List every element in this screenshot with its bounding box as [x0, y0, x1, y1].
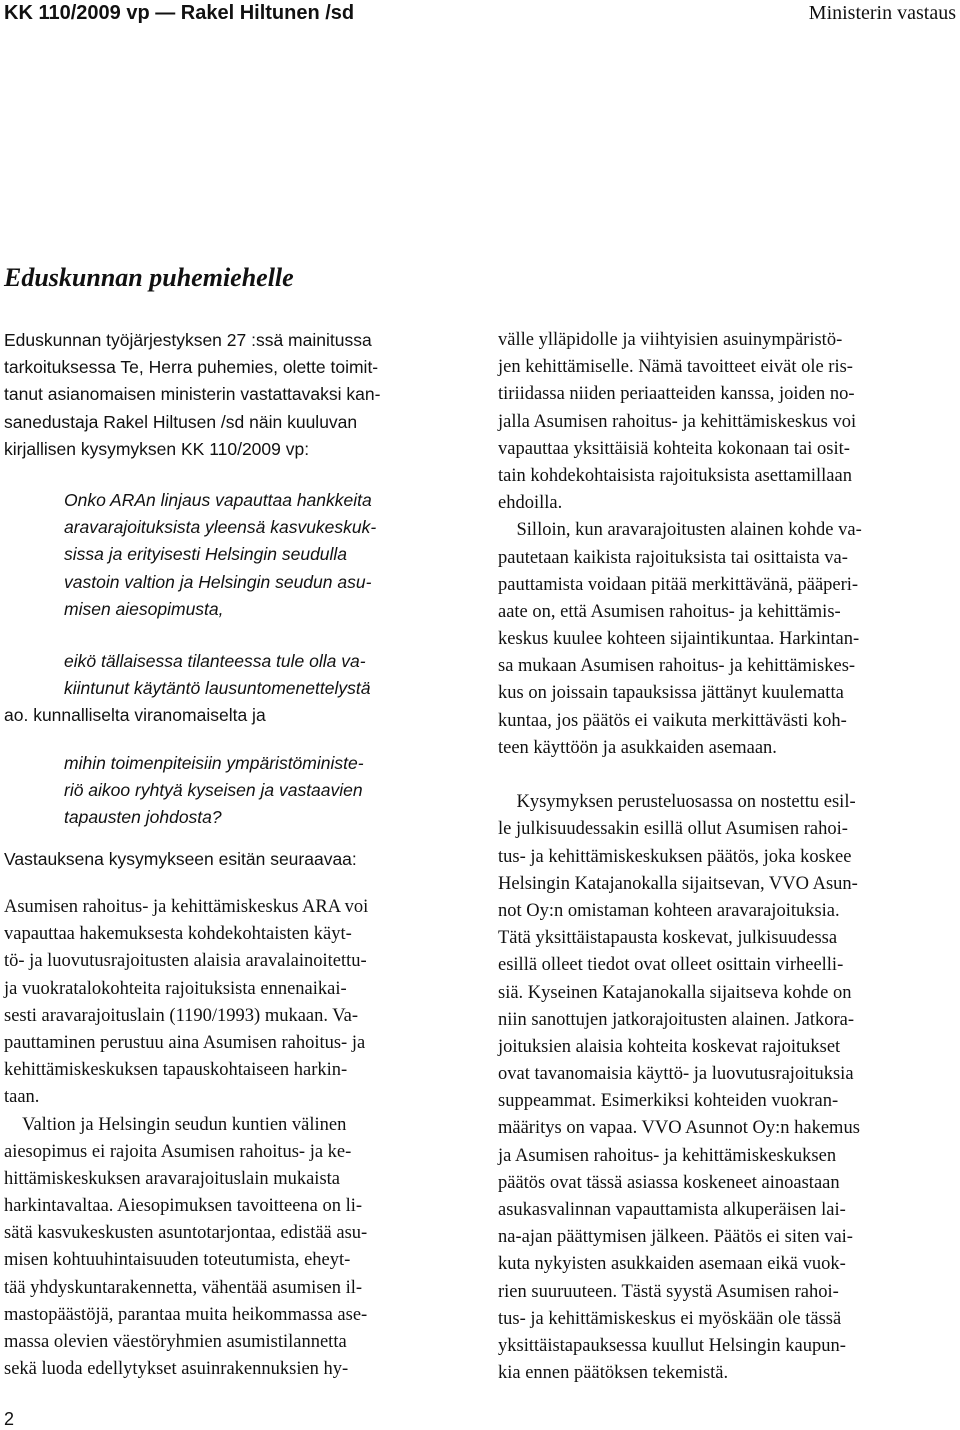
- body-line: aate on, että Asumisen rahoitus- ja kehittämis-: [498, 601, 841, 622]
- body-line: sesti aravarajoituslain (1190/1993) mukaan. Va-: [4, 1005, 358, 1026]
- text-line: tanut asianomaisen ministerin vastattavaksi kan-: [4, 384, 381, 405]
- body-line: jalla Asumisen rahoitus- ja kehittämiskeskus voi: [498, 411, 857, 432]
- right-column-body: [498, 327, 956, 1387]
- page-number: 2: [4, 1409, 15, 1429]
- paragraph-gap: [498, 762, 956, 789]
- text-line: sanedustaja Rakel Hiltusen /sd näin kuuluvan: [4, 411, 358, 432]
- body-line: Asumisen rahoitus- ja kehittämiskeskus ARA voi: [4, 897, 369, 917]
- body-line: sa mukaan Asumisen rahoitus- ja kehittämiskes-: [498, 656, 856, 677]
- body-line: aiesopimus ei rajoita Asumisen rahoitus- ja ke-: [4, 1141, 352, 1162]
- question-line: kiintunut käytäntö lausuntomenettelystä: [64, 678, 371, 699]
- question-line: mihin toimenpiteisiin ympäristöministe-: [64, 753, 364, 773]
- body-line: mastopäästöjä, parantaa muita heikommassa ase-: [4, 1304, 368, 1325]
- body-line: teen käyttöön ja asukkaiden asemaan.: [498, 737, 777, 758]
- body-line: taan.: [4, 1087, 40, 1108]
- body-line: kia ennen päätöksen tekemistä.: [498, 1363, 729, 1384]
- body-line: ja Asumisen rahoitus- ja kehittämiskeskuksen: [498, 1145, 837, 1166]
- body-line: Valtion ja Helsingin seudun kuntien välinen: [4, 1114, 347, 1135]
- body-line: välle ylläpidolle ja viihtyisien asuinympäristö-: [498, 330, 843, 350]
- question-line: misen aiesopimusta,: [64, 598, 224, 619]
- question-line: eikö tällaisessa tilanteessa tule olla va-: [64, 651, 366, 671]
- body-line: määritys on vapaa. VVO Asunnot Oy:n hakemus: [498, 1118, 860, 1139]
- body-line: pautetaan kaikista rajoituksista tai osittaista va-: [498, 547, 848, 568]
- question-block-1: [4, 487, 462, 623]
- question-block-2: [4, 648, 462, 730]
- body-line: tus- ja kehittämiskeskus ei myöskään ole tässä: [498, 1308, 842, 1329]
- body-line: esillä olleet tiedot ovat olleet osittain virheelli-: [498, 955, 844, 976]
- body-line: suppeammat. Esimerkiksi kohteiden vuokran-: [498, 1091, 839, 1112]
- body-line: yksittäistapauksessa kuullut Helsingin kaupun-: [498, 1335, 846, 1356]
- body-line: Kysymyksen perusteluosassa on nostettu esil-: [498, 792, 856, 813]
- body-line: not Oy:n omistaman kohteen aravarajoituksia.: [498, 900, 840, 921]
- question-line: Onko ARAn linjaus vapauttaa hankkeita: [64, 490, 372, 510]
- text-line: kirjallisen kysymyksen KK 110/2009 vp:: [4, 438, 310, 459]
- body-line: rien suuruuteen. Tästä syystä Asumisen rahoi-: [498, 1281, 839, 1302]
- body-line: ovat tavanomaisia käyttö- ja luovutusrajoituksia: [498, 1064, 854, 1085]
- text-line: Eduskunnan työjärjestyksen 27 :ssä mainitussa: [4, 330, 372, 350]
- body-line: harkintavaltaa. Aiesopimuksen tavoitteena on li-: [4, 1196, 363, 1217]
- body-line: pauttamista voidaan pitää merkittävänä, pääperi-: [498, 574, 859, 595]
- body-line: Tätä yksittäistapausta koskevat, julkisuudessa: [498, 928, 838, 949]
- body-line: kuta nykyisten asukkaiden asemaan eikä vuok-: [498, 1254, 846, 1275]
- body-line: kus on joissain tapauksissa jättänyt kuulematta: [498, 683, 844, 704]
- body-line: tö- ja luovutusrajoitusten alaisia aravalainoitettu-: [4, 951, 367, 972]
- answer-intro: [4, 846, 462, 873]
- body-line: massa olevien väestöryhmien asumistilannetta: [4, 1332, 347, 1352]
- question-line: aravarajoituksista yleensä kasvukeskuk-: [64, 517, 377, 538]
- body-line: kuntaa, jos päätös ei vaikuta merkittävästi koh-: [498, 710, 847, 731]
- body-line: ja vuokratalokohteita rajoituksista ennenaikai-: [4, 978, 347, 999]
- body-line: na-ajan päättymisen jälkeen. Päätös ei siten vai-: [498, 1227, 853, 1248]
- text-line: ao. kunnalliselta viranomaiselta ja: [4, 705, 266, 726]
- question-line: tapausten johdosta?: [64, 807, 222, 828]
- body-line: misen kohtuuhintaisuuden toteutumista, eheyt-: [4, 1250, 351, 1271]
- question-line: sissa ja erityisesti Helsingin seudulla: [64, 544, 348, 565]
- body-line: hittämiskeskuksen aravarajoituslain mukaista: [4, 1168, 340, 1189]
- body-line: tää yhdyskuntarakennetta, vähentää asumisen il-: [4, 1277, 363, 1298]
- body-line: joituksien alaisia kohteita koskevat rajoitukset: [498, 1036, 841, 1057]
- running-header-right: Ministerin vastaus: [808, 2, 956, 24]
- body-line: asukasvalinnan vapauttamista alkuperäisen lai-: [498, 1200, 846, 1220]
- question-line: riö aikoo ryhtyä kyseisen ja vastaavien: [64, 780, 363, 801]
- body-line: ehdoilla.: [498, 493, 563, 514]
- body-line: jen kehittämiselle. Nämä tavoitteet eivät ole ris-: [498, 357, 853, 378]
- body-line: sätä kasvukeskusten asuntotarjontaa, edistää asu-: [4, 1223, 368, 1244]
- body-line: pauttaminen perustuu aina Asumisen rahoitus- ja: [4, 1032, 366, 1053]
- body-line: vapauttaa yksittäisiä kohteita kokonaan tai osit-: [498, 438, 850, 459]
- body-line: päätös ovat tässä asiassa koskeneet ainoastaan: [498, 1172, 840, 1193]
- text-line: Vastauksena kysymykseen esitän seuraavaa:: [4, 849, 357, 869]
- body-line: keskus kuulee kohteen sijaintikuntaa. Harkintan-: [498, 629, 860, 650]
- running-header-left: KK 110/2009 vp — Rakel Hiltunen /sd: [4, 2, 355, 24]
- body-line: Helsingin Katajanokalla sijaitsevan, VVO Asun-: [498, 873, 858, 894]
- left-column-body: [4, 894, 462, 1383]
- body-line: Silloin, kun aravarajoitusten alainen kohde va-: [498, 520, 862, 541]
- body-line: siä. Kyseinen Katajanokalla sijaitseva kohde on: [498, 982, 852, 1003]
- body-line: vapauttaa hakemuksesta kohdekohtaisten käyt-: [4, 924, 352, 945]
- page-title: Eduskunnan puhemiehelle: [4, 263, 294, 292]
- body-line: kehittämiskeskuksen tapauskohtaiseen harkin-: [4, 1060, 348, 1081]
- question-line: vastoin valtion ja Helsingin seudun asu-: [64, 571, 372, 592]
- question-block-3: [4, 750, 462, 832]
- body-line: le julkisuudessakin esillä ollut Asumisen rahoi-: [498, 819, 848, 840]
- body-line: niin sanottujen jatkorajoitusten alainen. Jatkora-: [498, 1009, 855, 1030]
- body-line: sekä luoda edellytykset asuinrakennuksien hy-: [4, 1359, 349, 1380]
- intro-paragraph: [4, 327, 462, 463]
- body-line: tain kohdekohtaisista rajoituksista asettamillaan: [498, 465, 852, 486]
- body-line: tiriidassa niiden periaatteiden kanssa, joiden no-: [498, 384, 855, 405]
- body-line: tus- ja kehittämiskeskuksen päätös, joka koskee: [498, 846, 852, 867]
- text-line: tarkoituksessa Te, Herra puhemies, olette toimit-: [4, 357, 379, 378]
